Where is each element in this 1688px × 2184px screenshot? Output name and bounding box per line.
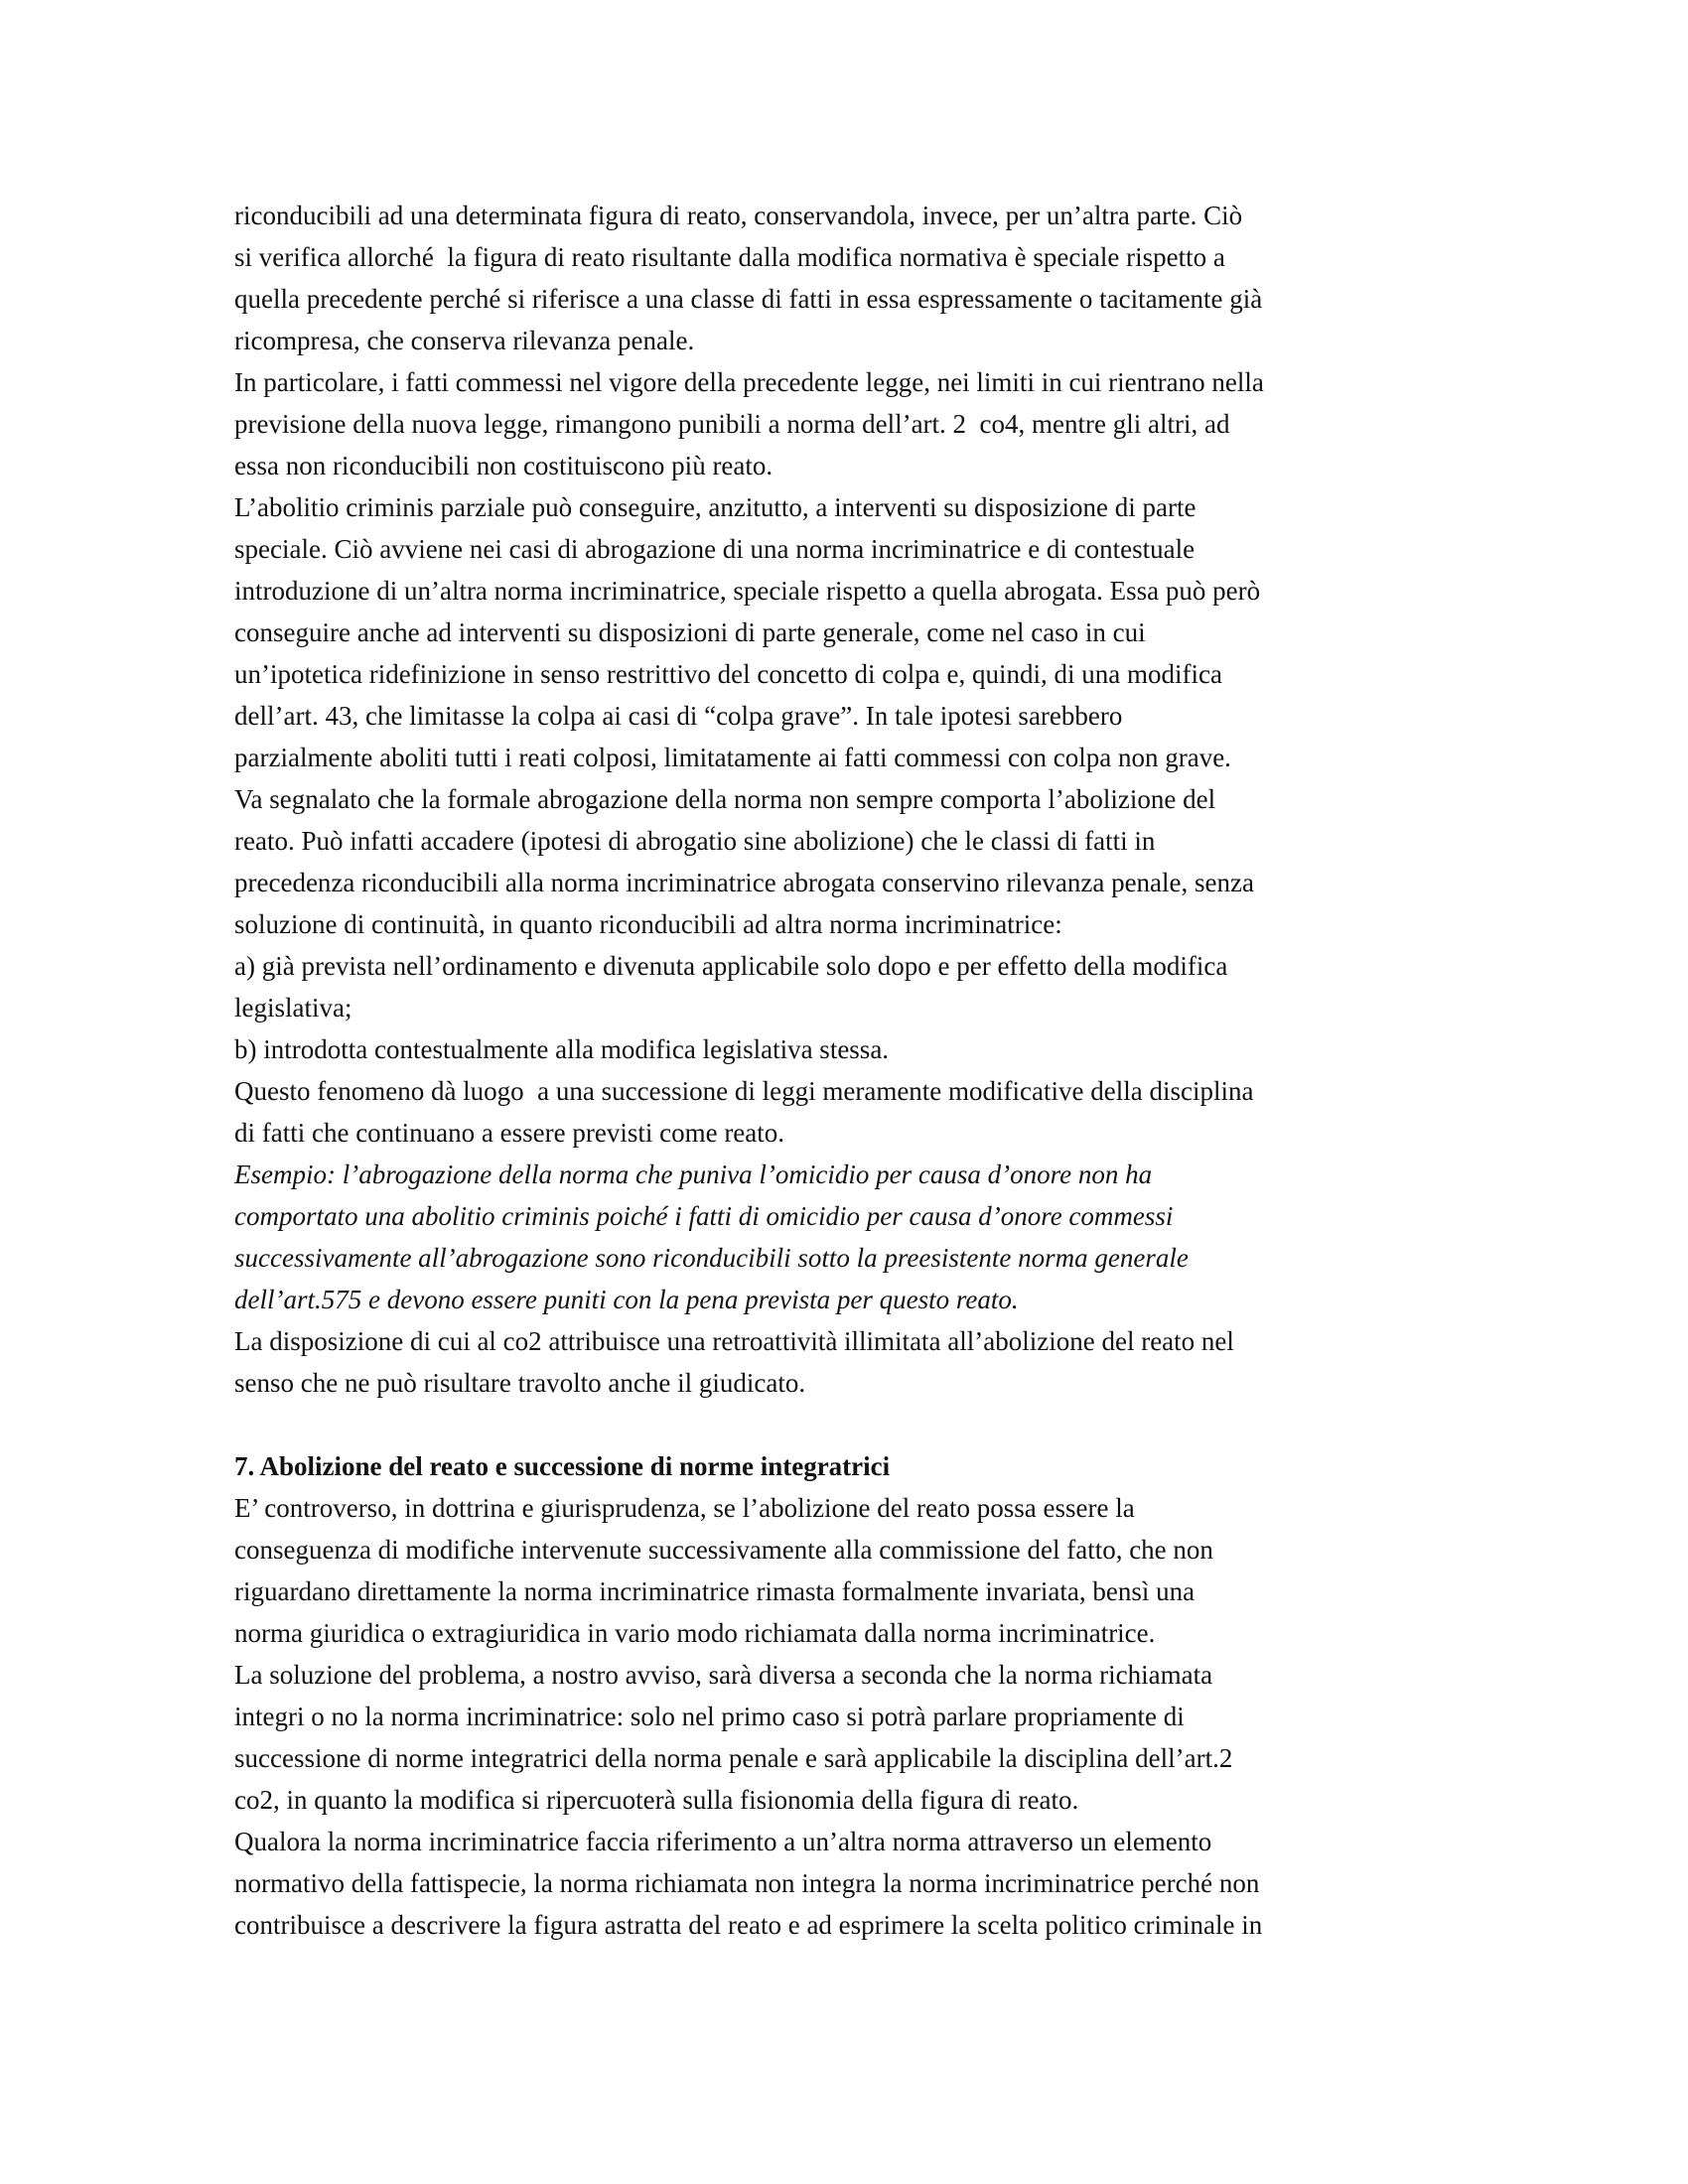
text-line: previsione della nuova legge, rimangono punibili a norma dell’art. 2 co4, mentre gli altri, ad: [234, 409, 1230, 439]
text-line: conseguire anche ad interventi su disposizioni di parte generale, come nel caso in cui: [234, 617, 1146, 647]
text-line: L’abolitio criminis parziale può conseguire, anzitutto, a interventi su disposizione di parte: [234, 492, 1196, 522]
text-line: dell’art. 43, che limitasse la colpa ai casi di “colpa grave”. In tale ipotesi sarebbero: [234, 701, 1123, 731]
text-line: integri o no la norma incriminatrice: solo nel primo caso si potrà parlare propriamente di: [234, 1702, 1185, 1731]
text-line: In particolare, i fatti commessi nel vigore della precedente legge, nei limiti in cui rientrano nella: [234, 367, 1264, 397]
example-line: dell’art.575 e devono essere puniti con la pena prevista per questo reato.: [234, 1285, 1019, 1314]
text-line: E’ controverso, in dottrina e giurisprudenza, se l’abolizione del reato possa essere la: [234, 1493, 1135, 1523]
text-line: successione di norme integratrici della norma penale e sarà applicabile la disciplina dell’art.2: [234, 1743, 1233, 1773]
section-heading: 7. Abolizione del reato e successione di norme integratrici: [234, 1451, 891, 1481]
blank-line: [234, 1404, 1456, 1445]
text-line: riguardano direttamente la norma incriminatrice rimasta formalmente invariata, bensì una: [234, 1576, 1196, 1606]
text-line: introduzione di un’altra norma incriminatrice, speciale rispetto a quella abrogata. Essa può però: [234, 576, 1261, 606]
text-line: a) già prevista nell’ordinamento e divenuta applicabile solo dopo e per effetto della modifica: [234, 951, 1228, 981]
example-line: Esempio: l’abrogazione della norma che puniva l’omicidio per causa d’onore non ha: [234, 1160, 1153, 1189]
text-line: riconducibili ad una determinata figura di reato, conservandola, invece, per un’altra parte. Ciò: [234, 201, 1243, 230]
text-line: contribuisce a descrivere la figura astratta del reato e ad esprimere la scelta politico criminale in: [234, 1910, 1263, 1940]
text-line: La disposizione di cui al co2 attribuisce una retroattività illimitata all’abolizione del reato nel: [234, 1326, 1234, 1356]
text-line: conseguenza di modifiche intervenute successivamente alla commissione del fatto, che non: [234, 1535, 1213, 1565]
example-line: comportato una abolitio criminis poiché i fatti di omicidio per causa d’onore commessi: [234, 1201, 1174, 1231]
text-line: parzialmente aboliti tutti i reati colposi, limitatamente ai fatti commessi con colpa non grave.: [234, 743, 1231, 772]
example-line: successivamente all’abrogazione sono riconducibili sotto la preesistente norma generale: [234, 1243, 1189, 1273]
text-line: ricompresa, che conserva rilevanza penale.: [234, 326, 695, 355]
text-line: Qualora la norma incriminatrice faccia riferimento a un’altra norma attraverso un elemento: [234, 1827, 1212, 1856]
text-line: soluzione di continuità, in quanto riconducibili ad altra norma incriminatrice:: [234, 909, 1062, 939]
text-line: Va segnalato che la formale abrogazione della norma non sempre comporta l’abolizione del: [234, 784, 1216, 814]
text-line: essa non riconducibili non costituiscono più reato.: [234, 451, 774, 480]
text-line: un’ipotetica ridefinizione in senso restrittivo del concetto di colpa e, quindi, di una modifica: [234, 659, 1222, 689]
text-line: co2, in quanto la modifica si ripercuoterà sulla fisionomia della figura di reato.: [234, 1785, 1079, 1815]
text-line: reato. Può infatti accadere (ipotesi di abrogatio sine abolizione) che le classi di fatti in: [234, 826, 1156, 856]
text-line: speciale. Ciò avviene nei casi di abrogazione di una norma incriminatrice e di contestuale: [234, 534, 1196, 564]
text-line: quella precedente perché si riferisce a una classe di fatti in essa espressamente o tacitamente già: [234, 284, 1263, 314]
text-line: di fatti che continuano a essere previsti come reato.: [234, 1118, 785, 1148]
text-line: senso che ne può risultare travolto anche il giudicato.: [234, 1368, 806, 1398]
text-line: Questo fenomeno dà luogo a una successione di leggi meramente modificative della disciplina: [234, 1076, 1254, 1106]
text-line: b) introdotta contestualmente alla modifica legislativa stessa.: [234, 1034, 890, 1064]
text-line: si verifica allorché la figura di reato risultante dalla modifica normativa è speciale rispetto a: [234, 242, 1225, 272]
document-page: [234, 195, 1456, 1946]
text-line: normativo della fattispecie, la norma richiamata non integra la norma incriminatrice perché non: [234, 1868, 1260, 1898]
text-line: norma giuridica o extragiuridica in vario modo richiamata dalla norma incriminatrice.: [234, 1618, 1156, 1648]
text-line: La soluzione del problema, a nostro avviso, sarà diversa a seconda che la norma richiamata: [234, 1660, 1213, 1690]
text-line: legislativa;: [234, 993, 352, 1023]
text-line: precedenza riconducibili alla norma incriminatrice abrogata conservino rilevanza penale, senza: [234, 868, 1254, 897]
